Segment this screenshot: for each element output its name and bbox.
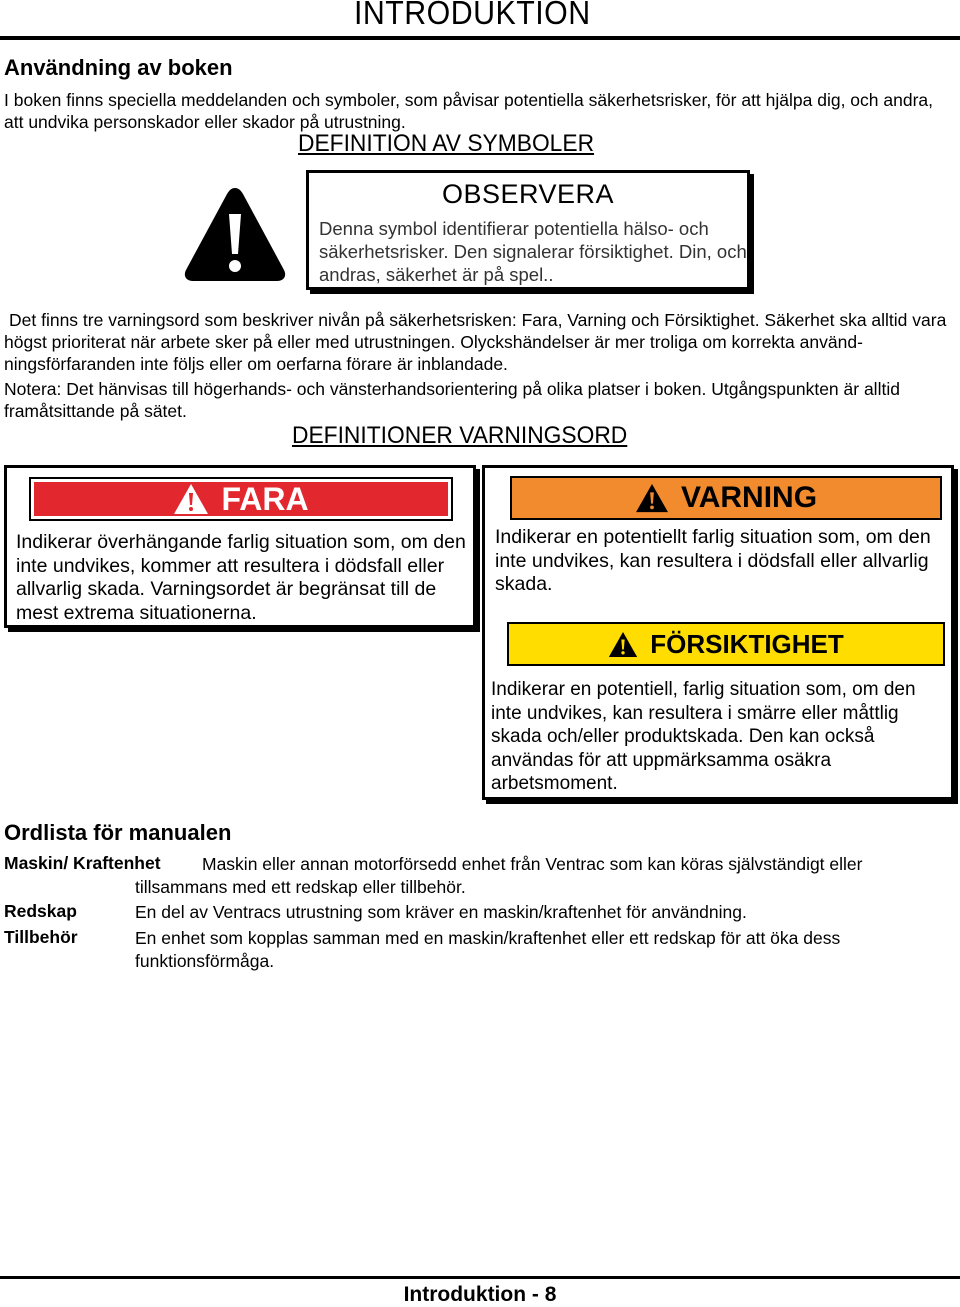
observera-box — [306, 170, 750, 290]
usage-text: I boken finns speciella meddelanden och symboler, som påvisar potentiella säkerhetsrisker, för att hjälpa dig, och andra, att undvika personskador eller skador på utrustning. — [4, 90, 933, 132]
glossary-definition: En enhet som kopplas samman med en maskin/kraftenhet eller ett redskap för att öka dess funktionsförmåga. — [135, 928, 841, 971]
usage-heading: Användning av boken — [4, 55, 233, 80]
observera-title: OBSERVERA — [441, 179, 615, 209]
forsiktighet-banner — [507, 622, 945, 666]
forsiktighet-text: Indikerar en potentiell, farlig situation som, om den inte undvikes, kan resultera i smärre eller måttlig skada och/eller produktskada. Den kan också användas för att uppmärksamma osäkra arbetsmoment. — [491, 679, 916, 794]
glossary-heading: Ordlista för manualen — [4, 820, 232, 845]
warning-triangle-icon — [608, 631, 638, 658]
fara-text: Indikerar överhängande farlig situation som, om den inte undvikes, kommer att resultera i dödsfall eller allvarlig skada. Varningsordet är begränsat till de mest extrema situationerna. — [16, 531, 466, 624]
title-rule — [0, 36, 960, 40]
varning-label: VARNING — [680, 481, 818, 514]
orientation-note: Notera: Det hänvisas till högerhands- och vänsterhandsorientering på olika platser i boken. Utgångspunkten är alltid framåtsittande på sätet. — [4, 379, 900, 421]
page-title: INTRODUKTION — [354, 0, 591, 31]
fara-label: FARA — [221, 480, 309, 517]
observera-text: Denna symbol identifierar potentiella hälso- och säkerhetsrisker. Den signalerar försiktighet. Din, och andras, säkerhet är på spel.. — [319, 218, 747, 285]
warning-triangle-icon — [182, 184, 288, 284]
glossary-definition: En del av Ventracs utrustning som kräver en maskin/kraftenhet för användning. — [135, 902, 747, 922]
glossary-term: Maskin/ Kraftenhet — [4, 853, 161, 873]
signal-words-paragraph: Det finns tre varningsord som beskriver nivån på säkerhetsrisken: Fara, Varning och Försiktighet. Säkerhet ska alltid vara högst prioriterat när arbete sker på eller med utrustningen. Olyckshändelser är mer troliga om korrekta användningsförfaranden inte följs eller om oerfarna förare är inblandade. — [4, 310, 947, 374]
glossary-term: Redskap — [4, 901, 77, 921]
glossary-term: Tillbehör — [4, 927, 78, 947]
footer-rule — [0, 1276, 960, 1279]
fara-box — [4, 465, 476, 628]
varning-text: Indikerar en potentiellt farlig situation som, om den inte undvikes, kan resultera i dödsfall eller allvarlig skada. — [495, 526, 931, 595]
forsiktighet-label: FÖRSIKTIGHET — [650, 628, 844, 659]
warning-triangle-icon — [173, 483, 209, 515]
page-footer: Introduktion - 8 — [403, 1283, 557, 1306]
varning-box — [482, 465, 954, 800]
varning-banner — [510, 476, 942, 520]
glossary-definition: Maskin eller annan motorförsedd enhet från Ventrac som kan köras självständigt eller tillsammans med ett redskap eller tillbehör. — [135, 854, 863, 897]
signal-words-heading: DEFINITIONER VARNINGSORD — [292, 422, 628, 449]
fara-banner — [29, 477, 453, 521]
warning-triangle-icon — [635, 483, 669, 513]
symbols-heading: DEFINITION AV SYMBOLER — [298, 130, 595, 157]
